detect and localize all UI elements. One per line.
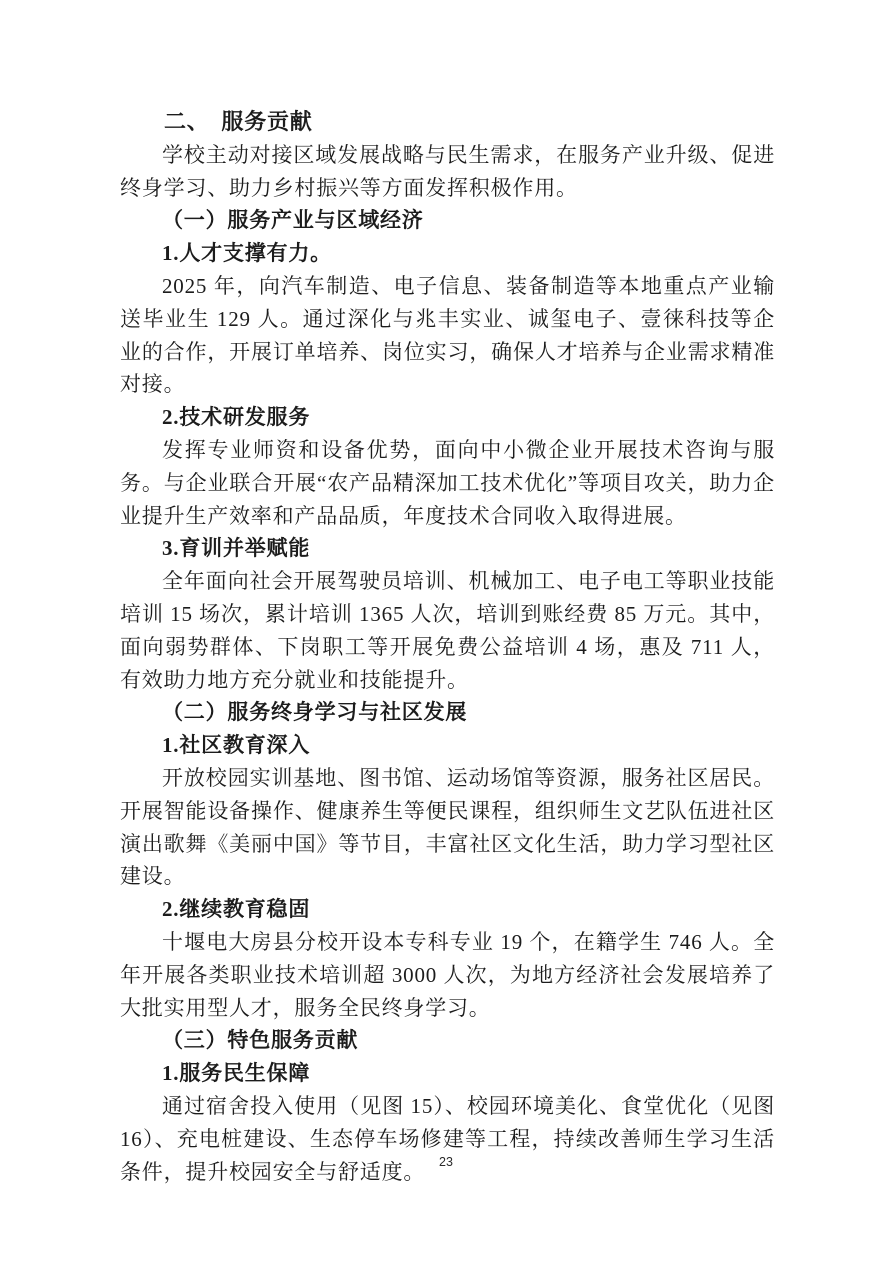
- section-2-sub-1-heading: 1.社区教育深入: [162, 733, 311, 758]
- section-2-heading: （二）服务终身学习与社区发展: [162, 700, 468, 725]
- document-body: [120, 106, 775, 1188]
- section-1-sub-3-paragraph: 全年面向社会开展驾驶员培训、机械加工、电子电工等职业技能培训 15 场次，累计培训 1365 人次，培训到账经费 85 万元。其中，面向弱势群体、下岗职工等开展免费公益培训 4 场，惠及 711 人，有效助力地方充分就业和技能提升。: [120, 569, 775, 692]
- chapter-intro-paragraph: 学校主动对接区域发展战略与民生需求，在服务产业升级、促进终身学习、助力乡村振兴等方面发挥积极作用。: [120, 142, 775, 200]
- section-1-sub-1-heading: 1.人才支撑有力。: [162, 241, 332, 266]
- chapter-heading: 二、 服务贡献: [164, 109, 313, 134]
- section-3-sub-1-paragraph: 通过宿舍投入使用（见图 15）、校园环境美化、食堂优化（见图 16）、充电桩建设、生态停车场修建等工程，持续改善师生学习生活条件，提升校园安全与舒适度。: [120, 1093, 775, 1184]
- section-2-sub-2-paragraph: 十堰电大房县分校开设本专科专业 19 个，在籍学生 746 人。全年开展各类职业技术培训超 3000 人次，为地方经济社会发展培养了大批实用型人才，服务全民终身学习。: [120, 929, 775, 1020]
- section-2-sub-2-heading: 2.继续教育稳固: [162, 897, 311, 922]
- section-1-sub-3-heading: 3.育训并举赋能: [162, 536, 311, 561]
- section-2-sub-1-paragraph: 开放校园实训基地、图书馆、运动场馆等资源，服务社区居民。开展智能设备操作、健康养生等便民课程，组织师生文艺队伍进社区演出歌舞《美丽中国》等节目，丰富社区文化生活，助力学习型社区建设。: [120, 765, 775, 889]
- section-1-sub-2-paragraph: 发挥专业师资和设备优势，面向中小微企业开展技术咨询与服务。与企业联合开展“农产品精深加工技术优化”等项目攻关，助力企业提升生产效率和产品品质，年度技术合同收入取得进展。: [120, 437, 775, 528]
- section-1-sub-1-paragraph: 2025 年，向汽车制造、电子信息、装备制造等本地重点产业输送毕业生 129 人。通过深化与兆丰实业、诚玺电子、壹徕科技等企业的合作，开展订单培养、岗位实习，确保人才培养与企业需求精准对接。: [120, 273, 775, 397]
- page-number: 23: [439, 1155, 453, 1169]
- section-1-sub-2-heading: 2.技术研发服务: [162, 405, 311, 430]
- section-3-heading: （三）特色服务贡献: [162, 1028, 359, 1053]
- section-3-sub-1-heading: 1.服务民生保障: [162, 1061, 311, 1086]
- section-1-heading: （一）服务产业与区域经济: [162, 208, 424, 233]
